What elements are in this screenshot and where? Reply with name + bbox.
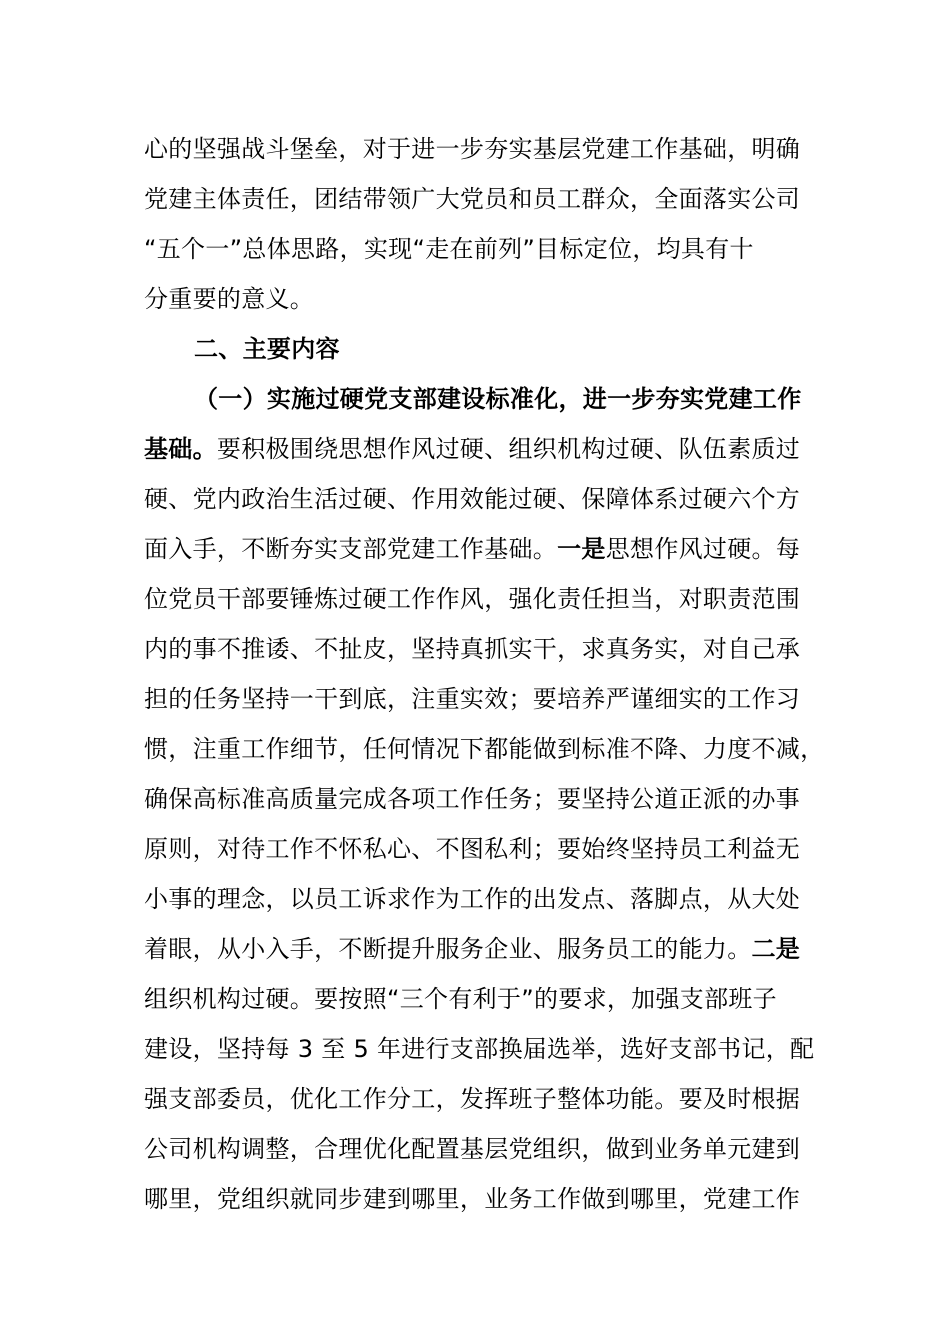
paragraph-line (144, 824, 804, 874)
bold-run: 二是 (751, 935, 801, 963)
paragraph-line (144, 724, 825, 774)
text-run: 强支部委员，优化工作分工，发挥班子整体功能。要及时根据 (144, 1085, 801, 1113)
text-run: 惯，注重工作细节，任何情况下都能做到标准不降、力度不减， (144, 735, 825, 763)
paragraph-line (144, 474, 804, 524)
text-run: 分重要的意义。 (144, 285, 315, 313)
text-run: 要积极围绕思想作风过硬、组织机构过硬、队伍素质过 (216, 435, 801, 463)
text-run: 原则，对待工作不怀私心、不图私利；要始终坚持员工利益无 (144, 835, 801, 863)
text-run: 心的坚强战斗堡垒，对于进一步夯实基层党建工作基础，明确 (144, 135, 801, 163)
text-run: 建设，坚持每 3 至 5 年进行支部换届选举，选好支部书记，配 (144, 1035, 815, 1063)
paragraph-line (144, 274, 804, 324)
text-run: 着眼，从小入手，不断提升服务企业、服务员工的能力。 (144, 935, 752, 963)
text-run: 担的任务坚持一干到底，注重实效；要培养严谨细实的工作习 (144, 685, 801, 713)
text-run: 哪里，党组织就同步建到哪里，业务工作做到哪里，党建工作 (144, 1185, 801, 1213)
heading-text: 二、主要内容 (194, 335, 340, 363)
paragraph-line (144, 524, 804, 574)
text-run: 公司机构调整，合理优化配置基层党组织，做到业务单元建到 (144, 1135, 801, 1163)
text-run: 内的事不推诿、不扯皮，坚持真抓实干，求真务实，对自己承 (144, 635, 801, 663)
text-run: 确保高标准高质量完成各项工作任务；要坚持公道正派的办事 (144, 785, 801, 813)
text-run: 党建主体责任，团结带领广大党员和员工群众，全面落实公司 (144, 185, 801, 213)
paragraph-line (144, 1024, 815, 1074)
paragraph-line (144, 124, 804, 174)
paragraph-line (144, 174, 804, 224)
paragraph-line (144, 974, 804, 1024)
bold-run: 基础。 (144, 435, 217, 463)
text-run: 位党员干部要锤炼过硬工作作风，强化责任担当，对职责范围 (144, 585, 801, 613)
subsection-heading (194, 374, 854, 424)
paragraph-line (144, 424, 804, 474)
paragraph-line (144, 874, 804, 924)
paragraph-line (144, 1174, 804, 1224)
paragraph-line (144, 924, 804, 974)
paragraph-line (144, 224, 804, 274)
paragraph-line (144, 574, 804, 624)
heading-text: （一）实施过硬党支部建设标准化，进一步夯实党建工作 (194, 385, 802, 413)
paragraph-line (144, 1074, 804, 1124)
text-run: 硬、党内政治生活过硬、作用效能过硬、保障体系过硬六个方 (144, 485, 801, 513)
bold-run: 一是 (557, 535, 606, 563)
paragraph-line (144, 624, 804, 674)
paragraph-line (144, 674, 804, 724)
paragraph-line (144, 774, 804, 824)
text-run: 小事的理念，以员工诉求作为工作的出发点、落脚点，从大处 (144, 885, 801, 913)
text-run: 组织机构过硬。要按照“三个有利于”的要求，加强支部班子 (144, 985, 777, 1013)
text-run: 面入手，不断夯实支部党建工作基础。 (144, 535, 558, 563)
text-run: “五个一”总体思路，实现“走在前列”目标定位，均具有十 (144, 235, 754, 263)
text-run: 思想作风过硬。每 (605, 535, 801, 563)
paragraph-line (144, 1124, 804, 1174)
section-heading (194, 324, 854, 374)
